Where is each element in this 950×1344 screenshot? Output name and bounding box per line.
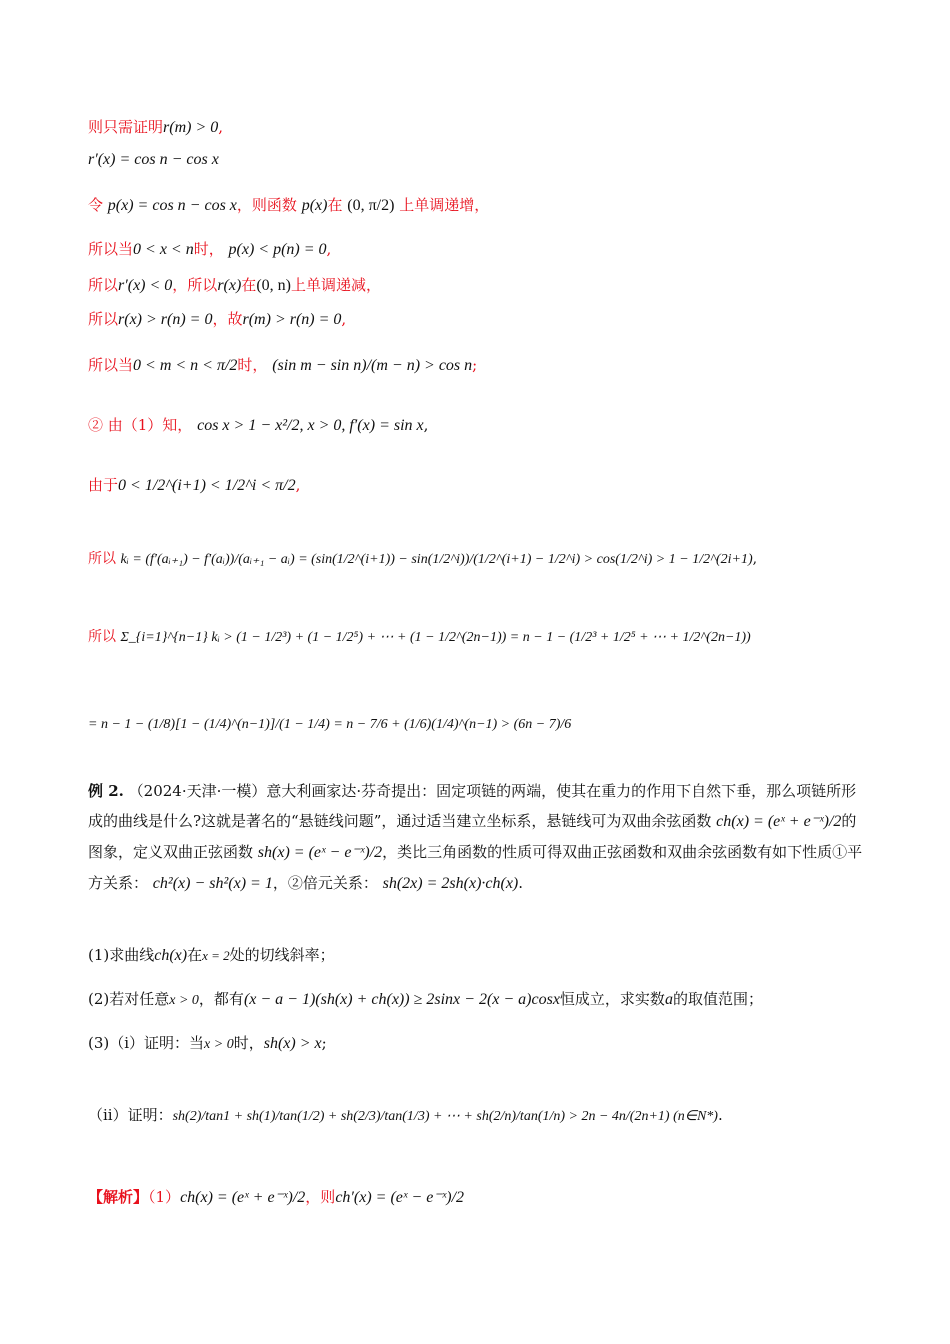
math: ch²(x) − sh²(x) = 1 <box>152 875 273 892</box>
proof-line-3 <box>88 194 489 217</box>
math: p(x) <box>301 197 328 214</box>
math: r′(x) < 0 <box>118 277 173 294</box>
text: ② 由（1）知， <box>88 416 193 434</box>
proof-line-4: 所以当0 < x < n时， p(x) < p(n) = 0, <box>88 240 332 258</box>
proof-line-1: 则只需证明r(m) > 0, <box>88 118 224 136</box>
math: (0, n) <box>256 277 291 294</box>
proof-line-11 <box>88 626 751 649</box>
math: = n − 1 − (1/8)[1 − (1/4)^(n−1)]/(1 − 1/4) = n − 7/6 + (1/6)(1/4)^(n−1) > (6n − 7)/6 <box>88 717 572 732</box>
math: (sin m − sin n)/(m − n) > cos n <box>272 357 473 374</box>
text: 令 <box>88 196 104 214</box>
math: kᵢ = (f′(aᵢ₊₁) − f′(aᵢ))/(aᵢ₊₁ − aᵢ) = (sin(1/2^(i+1)) − sin(1/2^i))/(1/2^(i+1) − 1/2^i) > cos(1/2^i) > 1 − 1/2^(2i+1) <box>120 552 753 567</box>
math: x > 0 <box>169 993 199 1008</box>
question-2 <box>88 988 763 1012</box>
proof-line-7: 所以当0 < m < n < π/2时， (sin m − sin n)/(m − n) > cos n; <box>88 356 478 374</box>
text: 由于 <box>88 476 119 494</box>
math: (x − a − 1)(sh(x) + ch(x)) ≥ 2sinx − 2(x − a)cosx <box>243 991 560 1008</box>
proof-line-8: ② 由（1）知， cos x > 1 − x²/2, x > 0, f′(x) = sin x, <box>88 416 429 434</box>
example-text: ，②倍元关系： <box>272 874 378 892</box>
math: a <box>664 991 673 1008</box>
text: 所以 <box>88 551 116 567</box>
text: ，都有 <box>198 990 244 1008</box>
math: r′(x) = cos n − cos x <box>88 151 219 168</box>
text: 所以 <box>88 629 116 645</box>
text: 所以当 <box>88 240 134 258</box>
example-source: （2024·天津·一模） <box>128 782 267 800</box>
math: p(x) < p(n) = 0 <box>228 241 327 258</box>
text: 在 <box>187 946 203 964</box>
text: 的取值范围； <box>672 990 763 1008</box>
math: 0 < m < n < π/2 <box>133 357 238 374</box>
proof-line-2 <box>88 148 219 171</box>
math: 0 < x < n <box>133 241 194 258</box>
text: ，所以 <box>172 276 218 294</box>
math: Σ_{i=1}^{n−1} kᵢ > (1 − 1/2³) + (1 − 1/2⁵) + ⋯ + (1 − 1/2^(2n−1)) = n − 1 − (1/2³ + 1/2⁵ + ⋯ + 1/2^(2n−1)) <box>120 630 751 645</box>
math: ch(x) = (eˣ + e⁻ˣ)/2 <box>716 813 842 830</box>
text: (2)若对任意 <box>88 990 170 1008</box>
text: 处的切线斜率； <box>229 946 335 964</box>
example-text: 的图象，定义双曲正弦函数 <box>88 812 857 861</box>
text: 时， <box>237 356 268 374</box>
math: r(m) > r(n) = 0 <box>242 311 342 328</box>
text: ，故 <box>212 310 243 328</box>
math: x = 2 <box>202 948 230 963</box>
math: sh(2x) = 2sh(x)·ch(x) <box>382 875 519 892</box>
math: sh(x) = (eˣ − e⁻ˣ)/2 <box>257 844 383 861</box>
solution-line <box>88 1186 464 1209</box>
text: 所以 <box>88 310 119 328</box>
math: sh(2)/tan1 + sh(1)/tan(1/2) + sh(2/3)/tan(1/3) + ⋯ + sh(2/n)/tan(1/n) > 2n − 4n/(2n+1) (n∈N*) <box>172 1109 718 1124</box>
question-1 <box>88 944 335 967</box>
text: (1)求曲线 <box>88 946 155 964</box>
question-3-i: (3)（i）证明：当x > 0时，sh(x) > x; <box>88 1034 327 1052</box>
math: r(x) <box>217 277 242 294</box>
text: 上单调递减， <box>290 276 381 294</box>
example-text: ，类比三角函数的性质可得双曲正弦函数和双曲余弦函数有如下性质①平方关系： <box>88 843 863 892</box>
proof-line-5 <box>88 274 381 297</box>
math: ch′(x) = (eˣ − e⁻ˣ)/2 <box>335 1189 465 1206</box>
math: 0 < 1/2^(i+1) < 1/2^i < π/2 <box>118 477 296 494</box>
proof-line-6: 所以r(x) > r(n) = 0，故r(m) > r(n) = 0, <box>88 310 347 328</box>
text: 则只需证明 <box>88 118 164 136</box>
math: r(m) > 0 <box>163 119 219 136</box>
text: 时， <box>193 240 224 258</box>
example-label: 例 2. <box>88 782 124 800</box>
text: 在 <box>241 276 257 294</box>
interval: (0, π/2) <box>347 197 395 214</box>
solution-label: 【解析】 <box>88 1188 149 1206</box>
text: 所以 <box>88 276 119 294</box>
math: x > 0 <box>204 1037 234 1052</box>
example-text: 意大利画家达·芬奇提出：固定项链的两端，使其在重力的作用下自然下垂，那么项链所形成的曲线是什么?这就是著名的“悬链线问题”，通过适当建立坐标系，悬链线可为双曲余弦函数 <box>88 782 857 830</box>
proof-line-9: 由于0 < 1/2^(i+1) < 1/2^i < π/2, <box>88 476 301 494</box>
math: r(x) > r(n) = 0 <box>118 311 213 328</box>
text: 时， <box>233 1034 264 1052</box>
text: (3)（i）证明：当 <box>88 1034 205 1052</box>
proof-line-12 <box>88 712 571 736</box>
text: （1） <box>148 1188 181 1206</box>
text: ，则函数 <box>236 196 297 214</box>
text: （ii）证明： <box>88 1106 173 1124</box>
example-2-statement: 例 2. （2024·天津·一模）意大利画家达·芬奇提出：固定项链的两端，使其在重力的作用下自然下垂，那么项链所形成的曲线是什么?这就是著名的“悬链线问题”，通过适当建立坐标系，悬链线可为双曲余弦函数 ch(x) = (eˣ + e⁻ˣ)/2的图象，定义双曲正弦函数 sh(x) = (eˣ − e⁻ˣ)/2，类比三角函数的性质可得双曲正弦函数和双曲余弦函数有如下性质①平方关系： ch²(x) − sh²(x) = 1，②倍元关系： sh(2x) = 2sh(x)·ch(x). <box>88 782 863 892</box>
text: 所以当 <box>88 356 134 374</box>
math: ch(x) = (eˣ + e⁻ˣ)/2 <box>180 1189 306 1206</box>
proof-line-10: 所以 kᵢ = (f′(aᵢ₊₁) − f′(aᵢ))/(aᵢ₊₁ − aᵢ) = (sin(1/2^(i+1)) − sin(1/2^i))/(1/2^(i+1) − 1/2^i) > cos(1/2^i) > 1 − 1/2^(2i+1), <box>88 551 758 567</box>
math: sh(x) > x <box>263 1035 322 1052</box>
math: p(x) = cos n − cos x <box>107 197 237 214</box>
text: ，则 <box>305 1188 336 1206</box>
math: cos x > 1 − x²/2, x > 0, f′(x) = sin x <box>197 417 424 434</box>
question-3-ii: （ii）证明：sh(2)/tan1 + sh(1)/tan(1/2) + sh(2/3)/tan(1/3) + ⋯ + sh(2/n)/tan(1/n) > 2n − 4n/(2n+1) (n∈N*). <box>88 1106 723 1124</box>
text: 在 <box>327 196 343 214</box>
text: 上单调递增， <box>399 196 490 214</box>
text: 恒成立，求实数 <box>559 990 665 1008</box>
math: ch(x) <box>154 947 188 964</box>
